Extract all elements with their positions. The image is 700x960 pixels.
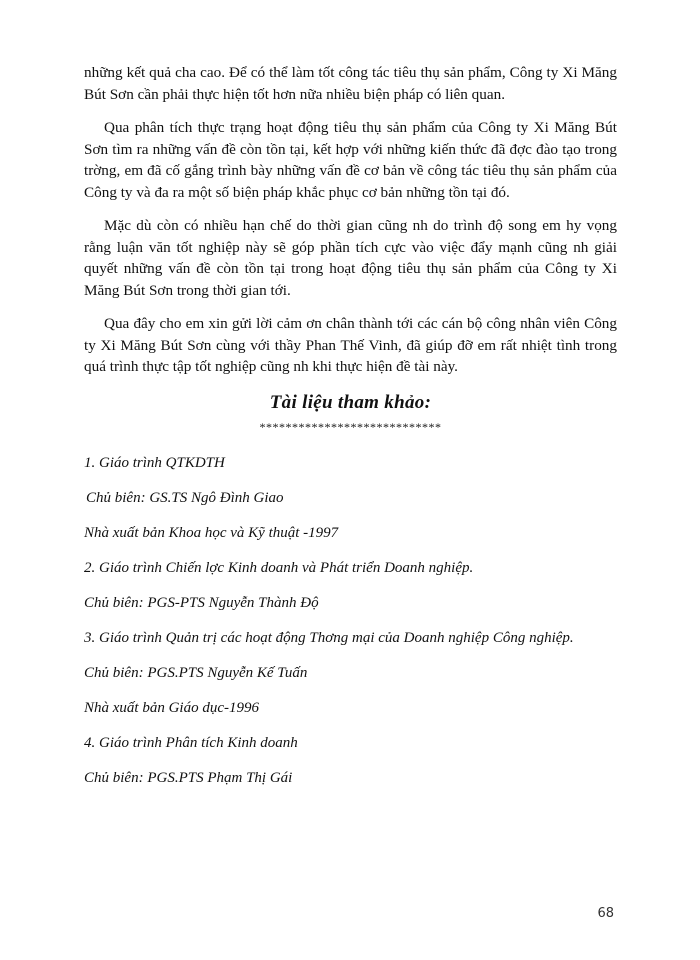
reference-line: Chủ biên: PGS-PTS Nguyễn Thành Độ xyxy=(84,594,319,611)
reference-line: Nhà xuất bản Khoa học và Kỹ thuật -1997 xyxy=(84,524,339,541)
body-paragraph-3: Mặc dù còn có nhiều hạn chế do thời gian cũng nh do trình độ song em hy vọng rằng luận văn tốt nghiệp này sẽ góp phần tích cực vào việc đẩy mạnh cũng nh giải quyết những vấn đề còn tồn tại trong hoạt động tiêu thụ sản phẩm của Công ty Xi Măng Bút Sơn trong thời gian tới. xyxy=(84,217,617,299)
reference-line: 2. Giáo trình Chiến lợc Kinh doanh và Phát triển Doanh nghiệp. xyxy=(84,559,474,576)
reference-line: Nhà xuất bản Giáo dục-1996 xyxy=(84,699,259,716)
body-paragraph-4: Qua đây cho em xin gửi lời cảm ơn chân thành tới các cán bộ công nhân viên Công ty Xi Măng Bút Sơn cùng với thầy Phan Thế Vinh, đã giúp đỡ em rất nhiệt tình trong quá trình thực tập tốt nghiệp cũng nh khi thực hiện đề tài này. xyxy=(84,315,617,375)
body-paragraph-2: Qua phân tích thực trạng hoạt động tiêu thụ sản phẩm của Công ty Xi Măng Bút Sơn tìm ra những vấn đề còn tồn tại, kết hợp với những kiến thức đã đợc đào tạo trong trờng, em đã cố gắng trình bày những vấn đề cơ bản về công tác tiêu thụ sản phẩm của Công ty và đa ra một số biện pháp khắc phục cơ bản những tồn tại đó. xyxy=(84,119,617,201)
page-number: 68 xyxy=(597,906,614,921)
reference-line: 1. Giáo trình QTKDTH xyxy=(84,454,225,471)
document-page xyxy=(84,62,617,803)
body-paragraph-1: những kết quả cha cao. Để có thể làm tốt công tác tiêu thụ sản phẩm, Công ty Xi Măng Bút Sơn cần phải thực hiện tốt hơn nữa nhiều biện pháp có liên quan. xyxy=(84,64,617,103)
reference-line: Chủ biên: PGS.PTS Nguyễn Kế Tuấn xyxy=(84,664,308,681)
reference-line: 3. Giáo trình Quản trị các hoạt động Thơng mại của Doanh nghiệp Công nghiệp. xyxy=(84,629,574,646)
references-heading: Tài liệu tham khảo: xyxy=(269,391,432,413)
references-separator: **************************** xyxy=(259,419,442,434)
reference-line: Chủ biên: PGS.PTS Phạm Thị Gái xyxy=(84,769,293,786)
reference-line: 4. Giáo trình Phân tích Kinh doanh xyxy=(84,734,298,751)
references-list xyxy=(84,453,617,788)
reference-line: Chủ biên: GS.TS Ngô Đình Giao xyxy=(86,489,284,506)
